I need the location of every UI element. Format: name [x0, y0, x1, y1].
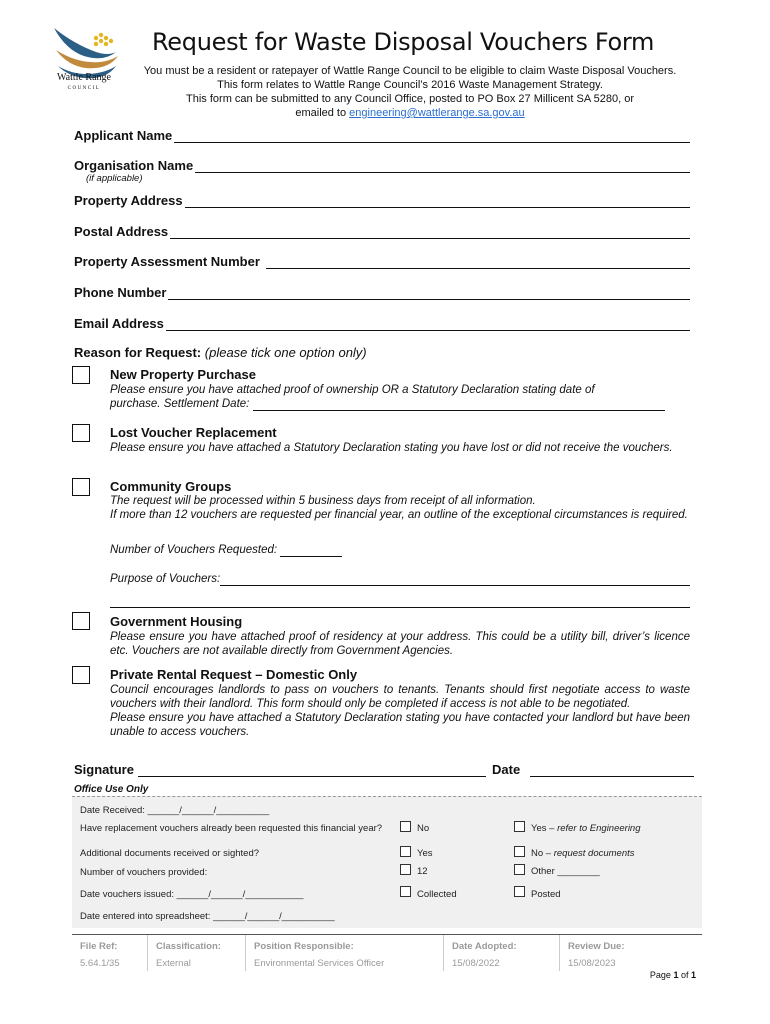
date-label: Date	[492, 762, 521, 777]
replacement-yes-checkbox[interactable]	[514, 821, 525, 832]
position-value: Environmental Services Officer	[254, 958, 385, 969]
office-use-panel	[72, 796, 702, 928]
posted-label: Posted	[531, 889, 561, 900]
intro-line-1: You must be a resident or ratepayer of Wattle Range Council to be eligible to claim Waste Disposal Vouchers.	[143, 65, 677, 77]
documents-no-label	[531, 848, 635, 859]
intro-email-prefix: emailed to	[295, 107, 350, 119]
documents-yes-checkbox[interactable]	[400, 846, 411, 857]
page-title: Request for Waste Disposal Vouchers Form	[152, 28, 655, 56]
email-field[interactable]	[74, 316, 690, 331]
vouchers-requested-line[interactable]	[280, 545, 342, 557]
vouchers-provided-label: Number of vouchers provided:	[80, 867, 208, 878]
office-use-label: Office Use Only	[74, 784, 149, 795]
logo-name: Wattle Range	[57, 72, 111, 83]
classification-value: External	[156, 958, 191, 969]
phone-field[interactable]	[74, 285, 690, 300]
property-address-label: Property Address	[74, 193, 183, 208]
community-text-2: If more than 12 vouchers are requested per financial year, an outline of the exceptional circumstances is required.	[110, 509, 688, 521]
property-address-line[interactable]	[185, 194, 690, 208]
organisation-hint: (if applicable)	[86, 173, 143, 184]
review-value: 15/08/2023	[568, 958, 616, 969]
assessment-number-label: Property Assessment Number	[74, 254, 260, 269]
private-rental-checkbox[interactable]	[72, 666, 90, 684]
intro-line-3: This form can be submitted to any Council Office, posted to PO Box 27 Millicent SA 5280, or	[186, 93, 634, 105]
position-header: Position Responsible:	[254, 941, 354, 952]
documents-no-note: request documents	[553, 848, 635, 859]
purpose-line-1[interactable]	[220, 574, 690, 586]
email-line[interactable]	[166, 317, 690, 331]
purpose-row	[110, 572, 690, 586]
vouchers-requested-label: Number of Vouchers Requested:	[110, 544, 278, 556]
adopted-value: 15/08/2022	[452, 958, 500, 969]
replacement-question: Have replacement vouchers already been requested this financial year?	[80, 823, 383, 834]
page-current: 1	[673, 970, 679, 980]
assessment-number-line[interactable]	[266, 255, 690, 269]
reason-heading	[74, 345, 367, 360]
community-groups-title: Community Groups	[110, 479, 232, 494]
documents-no-text: No –	[531, 848, 554, 859]
property-address-field[interactable]	[74, 193, 690, 208]
reason-hint: (please tick one option only)	[204, 345, 367, 360]
purpose-line-2[interactable]	[110, 607, 690, 608]
new-property-text-1: Please ensure you have attached proof of ownership OR a Statutory Declaration stating date of	[110, 384, 595, 396]
organisation-name-field[interactable]	[74, 158, 690, 173]
collected-checkbox[interactable]	[400, 886, 411, 897]
private-rental-title: Private Rental Request – Domestic Only	[110, 667, 358, 682]
page-mid: of	[678, 970, 691, 980]
vouchers-12-label: 12	[417, 866, 428, 877]
community-groups-text	[110, 494, 690, 522]
date-field[interactable]	[492, 762, 694, 777]
phone-label: Phone Number	[74, 285, 167, 300]
email-label: Email Address	[74, 316, 164, 331]
replacement-no-label: No	[417, 823, 430, 834]
applicant-name-field[interactable]	[74, 128, 690, 143]
adopted-col	[444, 935, 560, 971]
community-text-1: The request will be processed within 5 business days from receipt of all information.	[110, 495, 536, 507]
date-issued: Date vouchers issued: ______/______/___________	[80, 889, 304, 900]
intro-line-4	[120, 106, 700, 120]
private-rental-text	[110, 683, 690, 739]
replacement-yes-note: refer to Engineering	[557, 823, 641, 834]
private-rental-text-1: Council encourages landlords to pass on vouchers to tenants. Tenants should first negotiate access to waste vouchers with their landlord. This form should only be completed if access is not able to be negotiated.	[110, 684, 690, 710]
new-property-settlement	[110, 397, 690, 411]
intro-text	[120, 64, 700, 120]
classification-col	[148, 935, 246, 971]
organisation-name-line[interactable]	[195, 159, 690, 173]
community-groups-checkbox[interactable]	[72, 478, 90, 496]
intro-line-2: This form relates to Wattle Range Council’s 2016 Waste Management Strategy.	[217, 79, 603, 91]
reason-label: Reason for Request:	[74, 345, 202, 360]
date-received: Date Received: ______/______/__________	[80, 805, 270, 816]
signature-field[interactable]	[74, 762, 486, 777]
phone-line[interactable]	[168, 286, 690, 300]
settlement-date-line[interactable]	[253, 399, 665, 411]
documents-no-checkbox[interactable]	[514, 846, 525, 857]
purpose-label: Purpose of Vouchers:	[110, 573, 221, 585]
date-entered: Date entered into spreadsheet: ______/______/__________	[80, 911, 335, 922]
applicant-name-label: Applicant Name	[74, 128, 173, 143]
postal-address-field[interactable]	[74, 224, 690, 239]
applicant-name-line[interactable]	[174, 129, 690, 143]
new-property-title: New Property Purchase	[110, 367, 256, 382]
replacement-no-checkbox[interactable]	[400, 821, 411, 832]
file-ref-col	[72, 935, 148, 971]
documents-yes-label: Yes	[417, 848, 433, 859]
email-link[interactable]: engineering@wattlerange.sa.gov.au	[349, 107, 525, 119]
lost-voucher-title: Lost Voucher Replacement	[110, 425, 277, 440]
classification-header: Classification:	[156, 941, 221, 952]
vouchers-requested-row	[110, 543, 690, 557]
settlement-label: purchase. Settlement Date:	[110, 398, 250, 410]
new-property-text	[110, 383, 690, 411]
organisation-name-label: Organisation Name	[74, 158, 194, 173]
file-ref-value: 5.64.1/35	[80, 958, 120, 969]
vouchers-12-checkbox[interactable]	[400, 864, 411, 875]
documents-question: Additional documents received or sighted?	[80, 848, 260, 859]
posted-checkbox[interactable]	[514, 886, 525, 897]
new-property-checkbox[interactable]	[72, 366, 90, 384]
vouchers-other-label: Other ________	[531, 866, 600, 877]
page-number	[650, 970, 696, 980]
replacement-yes-label	[531, 823, 641, 834]
postal-address-label: Postal Address	[74, 224, 169, 239]
lost-voucher-text: Please ensure you have attached a Statutory Declaration stating you have lost or did not receive the vouchers.	[110, 442, 673, 454]
assessment-number-field[interactable]	[74, 254, 690, 269]
signature-line[interactable]	[138, 763, 486, 777]
vouchers-other-checkbox[interactable]	[514, 864, 525, 875]
position-col	[246, 935, 444, 971]
logo-text	[44, 73, 124, 94]
logo-sub: COUNCIL	[67, 86, 101, 91]
government-housing-text: Please ensure you have attached proof of residency at your address. This could be a utility bill, driver’s licence etc. Vouchers are not available directly from Government Agencies.	[110, 631, 690, 657]
file-ref-header: File Ref:	[80, 941, 118, 952]
page-prefix: Page	[649, 970, 674, 980]
lost-voucher-checkbox[interactable]	[72, 424, 90, 442]
document-footer	[72, 934, 702, 974]
page-total: 1	[690, 970, 696, 980]
review-header: Review Due:	[568, 941, 625, 952]
government-housing-title: Government Housing	[110, 614, 243, 629]
replacement-yes-text: Yes –	[531, 823, 558, 834]
collected-label: Collected	[417, 889, 457, 900]
postal-address-line[interactable]	[170, 225, 690, 239]
private-rental-text-2: Please ensure you have attached a Statutory Declaration stating you have contacted your landlord but have been unable to access vouchers.	[110, 712, 690, 738]
adopted-header: Date Adopted:	[452, 941, 517, 952]
date-line[interactable]	[530, 763, 694, 777]
signature-label: Signature	[74, 762, 134, 777]
review-col	[560, 935, 702, 971]
government-housing-checkbox[interactable]	[72, 612, 90, 630]
